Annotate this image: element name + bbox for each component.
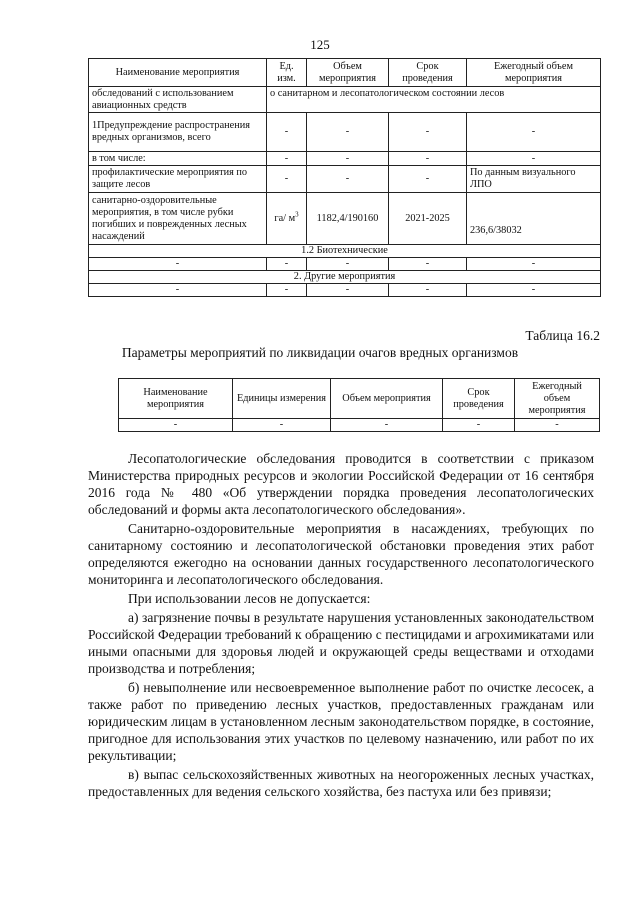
cell: - [233,419,331,432]
row-name: обследований с использованием авиационных средств [89,87,267,113]
row-name: санитарно-оздоровительные мероприятия, в том числе рубки погибших и поврежденных лесных насаждений [89,193,267,245]
row-volume: - [307,152,389,166]
section-biotech: 1.2 Биотехнические [89,245,601,258]
row-volume: - [307,166,389,193]
row-volume: 1182,4/190160 [307,193,389,245]
row-volume: - [307,113,389,152]
cell: - [267,284,307,297]
cell: - [307,258,389,271]
cell: - [515,419,600,432]
table-row [89,87,601,113]
row-period: - [389,166,467,193]
row-period: 2021-2025 [389,193,467,245]
merged-cell: о санитарном и лесопатологическом состоянии лесов [267,87,601,113]
header-volume: Объем мероприятия [331,379,443,419]
header-unit: Ед. изм. [267,59,307,87]
cell: - [89,284,267,297]
header-period: Срок проведения [443,379,515,419]
table-row [89,258,601,271]
section-other: 2. Другие мероприятия [89,271,601,284]
cell: - [389,284,467,297]
unit-superscript: 3 [295,210,299,219]
header-annual: Ежегодный объем мероприятия [467,59,601,87]
table-row [89,152,601,166]
table-caption: Параметры мероприятий по ликвидации очагов вредных организмов [121,345,519,360]
row-period: - [389,152,467,166]
table-row [119,419,600,432]
cell: - [467,284,601,297]
row-annual: - [467,152,601,166]
row-period: - [389,113,467,152]
row-name: профилактические мероприятия по защите лесов [89,166,267,193]
pest-elimination-table [118,378,600,432]
cell: - [467,258,601,271]
row-unit: - [267,152,307,166]
table-header-row [119,379,600,419]
row-unit [267,193,307,245]
table-row [89,193,601,245]
page-number: 125 [310,37,330,52]
paragraph: При использовании лесов не допускается: [128,591,371,606]
row-unit: - [267,113,307,152]
row-annual: 236,6/38032 [467,193,601,245]
row-annual: По данным визуального ЛПО [467,166,601,193]
table-row [89,284,601,297]
table-label: Таблица 16.2 [525,328,600,343]
paragraph: б) невыполнение или несвоевременное выполнение работ по очистке лесосек, а также работ по приведению лесных участков, предоставленных гражданам или юридическим лицам в установленном лесным законодательством порядке, в состояние, пригодное для использования этих участков по целевому назначению, или работ по их рекультивации; [88,680,594,763]
forest-protection-table [88,58,601,297]
section-row [89,271,601,284]
table-row [89,113,601,152]
body-text [88,450,594,802]
header-name: Наименование мероприятия [119,379,233,419]
paragraph: Санитарно-оздоровительные мероприятия в насаждениях, требующих по санитарному состоянию и лесопатологической обстановки проведения этих работ определяются ежегодно на основании данных государственного лесопатологического мониторинга и лесопатологического обследования. [88,521,594,587]
table-header-row [89,59,601,87]
row-unit: - [267,166,307,193]
header-period: Срок проведения [389,59,467,87]
paragraph: в) выпас сельскохозяйственных животных на неогороженных лесных участках, предоставленных для ведения сельского хозяйства, без пастуха или без привязи; [88,767,594,799]
paragraph: Лесопатологические обследования проводится в соответствии с приказом Министерства природных ресурсов и экологии Российской Федерации от 16 сентября 2016 года № 480 «Об утверждении порядка проведения лесопатологических обследований и формы акта лесопатологического обследования». [88,451,594,517]
row-annual: - [467,113,601,152]
section-row [89,245,601,258]
header-volume: Объем мероприятия [307,59,389,87]
unit-text: га/ м [274,212,296,224]
cell: - [89,258,267,271]
cell: - [267,258,307,271]
cell: - [307,284,389,297]
cell: - [331,419,443,432]
paragraph: а) загрязнение почвы в результате нарушения установленных законодательством Российской Федерации требований к обращению с пестицидами и агрохимикатами или иными опасными для здоровья людей и окружающей среды веществами и отходами производства и потребления; [88,610,594,676]
row-name: 1Предупреждение распространения вредных организмов, всего [89,113,267,152]
header-unit: Единицы измерения [233,379,331,419]
cell: - [389,258,467,271]
header-name: Наименование мероприятия [89,59,267,87]
table-row [89,166,601,193]
row-name: в том числе: [89,152,267,166]
cell: - [119,419,233,432]
header-annual: Ежегодный объем мероприятия [515,379,600,419]
cell: - [443,419,515,432]
